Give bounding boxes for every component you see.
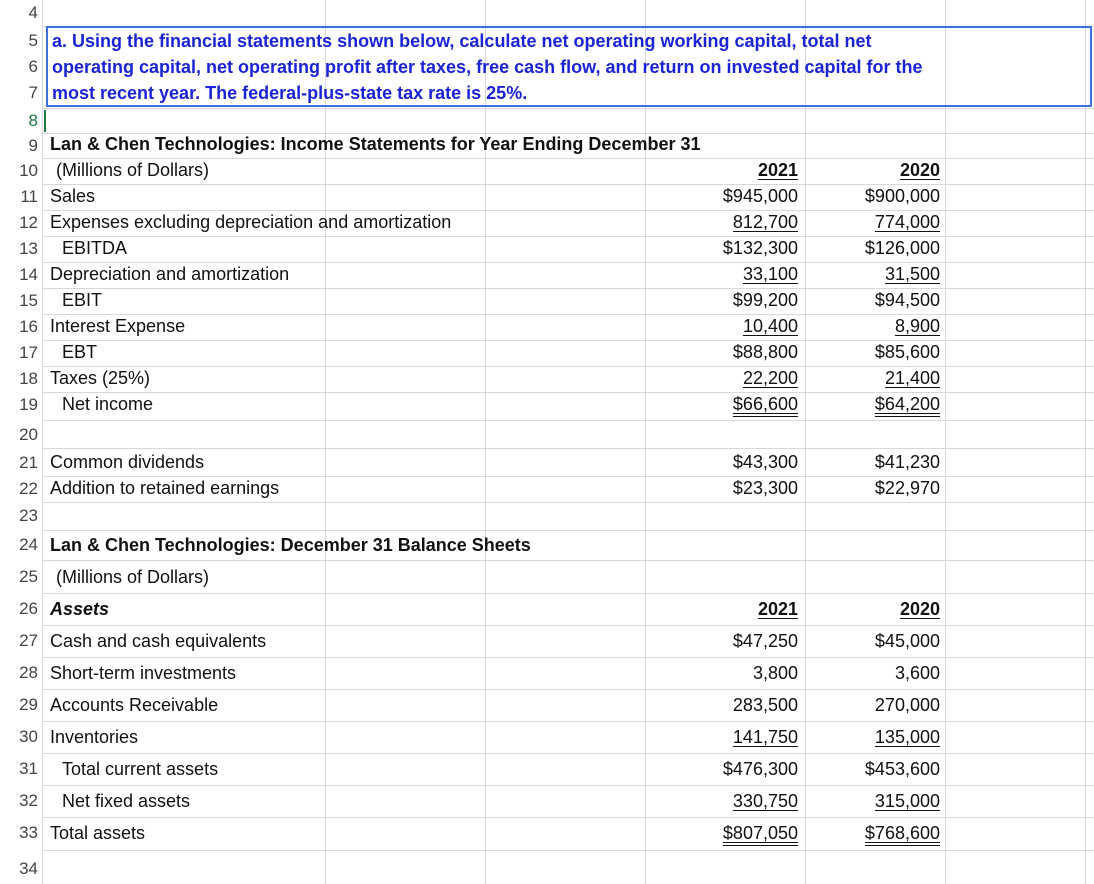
row-label[interactable]: Depreciation and amortization: [50, 264, 290, 284]
row-label[interactable]: Common dividends: [50, 452, 205, 472]
year-header-2020[interactable]: 2020: [899, 160, 940, 180]
row-line: [42, 236, 1094, 237]
row-number[interactable]: 11: [20, 187, 38, 206]
row-number[interactable]: 16: [19, 317, 38, 336]
value-2021[interactable]: 141,750: [732, 727, 798, 747]
row-number[interactable]: 17: [19, 343, 38, 362]
value-2020[interactable]: $94,500: [874, 290, 940, 310]
row-number[interactable]: 24: [19, 535, 38, 554]
row-line: [42, 314, 1094, 315]
row-line: [42, 210, 1094, 211]
row-line: [42, 392, 1094, 393]
row-number[interactable]: 22: [19, 479, 38, 498]
value-2020[interactable]: 3,600: [894, 663, 940, 683]
value-2020[interactable]: $85,600: [874, 342, 940, 362]
cell-cursor: [44, 110, 46, 132]
row-number[interactable]: 18: [19, 369, 38, 388]
row-number[interactable]: 28: [19, 663, 38, 682]
value-2021[interactable]: $132,300: [722, 238, 798, 258]
row-number[interactable]: 26: [19, 599, 38, 618]
row-label[interactable]: Taxes (25%): [50, 368, 151, 388]
value-2021[interactable]: $47,250: [732, 631, 798, 651]
value-2020[interactable]: $768,600: [864, 823, 940, 843]
value-2020[interactable]: 21,400: [884, 368, 940, 388]
row-label[interactable]: Expenses excluding depreciation and amortization: [50, 212, 452, 232]
row-line: [42, 366, 1094, 367]
row-number[interactable]: 31: [19, 759, 38, 778]
value-2020[interactable]: $41,230: [874, 452, 940, 472]
value-2021[interactable]: $43,300: [732, 452, 798, 472]
row-number[interactable]: 20: [19, 425, 38, 444]
row-number[interactable]: 14: [19, 265, 38, 284]
row-label[interactable]: Inventories: [50, 727, 139, 747]
row-line: [42, 158, 1094, 159]
income-statement-title[interactable]: Lan & Chen Technologies: Income Statements for Year Ending December 31: [50, 134, 701, 154]
value-2021[interactable]: $807,050: [722, 823, 798, 843]
row-line: [42, 753, 1094, 754]
row-label[interactable]: Sales: [50, 186, 96, 206]
row-line: [42, 184, 1094, 185]
row-line: [42, 593, 1094, 594]
value-2021[interactable]: 812,700: [732, 212, 798, 232]
row-label[interactable]: Net fixed assets: [62, 791, 191, 811]
row-label[interactable]: EBITDA: [62, 238, 128, 258]
value-2020[interactable]: 774,000: [874, 212, 940, 232]
year-header-2021[interactable]: 2021: [757, 599, 798, 619]
row-line: [42, 625, 1094, 626]
value-2020[interactable]: $453,600: [864, 759, 940, 779]
value-2020[interactable]: $64,200: [874, 394, 940, 414]
row-number-gutter: [0, 0, 42, 884]
row-label[interactable]: Short-term investments: [50, 663, 237, 683]
row-label[interactable]: Net income: [62, 394, 154, 414]
row-number[interactable]: 34: [19, 859, 38, 878]
value-2021[interactable]: 22,200: [742, 368, 798, 388]
value-2020[interactable]: 8,900: [894, 316, 940, 336]
value-2021[interactable]: $476,300: [722, 759, 798, 779]
value-2020[interactable]: 135,000: [874, 727, 940, 747]
row-line: [42, 530, 1094, 531]
value-2021[interactable]: 33,100: [742, 264, 798, 284]
row-label[interactable]: Addition to retained earnings: [50, 478, 280, 498]
row-number[interactable]: 10: [19, 161, 38, 180]
row-label[interactable]: Total assets: [50, 823, 146, 843]
row-line: [42, 721, 1094, 722]
row-number[interactable]: 23: [19, 506, 38, 525]
value-2020[interactable]: $900,000: [864, 186, 940, 206]
row-number[interactable]: 12: [19, 213, 38, 232]
question-line: most recent year. The federal-plus-state tax rate is 25%.: [52, 83, 528, 103]
row-number[interactable]: 30: [19, 727, 38, 746]
row-label[interactable]: EBT: [62, 342, 98, 362]
row-number[interactable]: 15: [19, 291, 38, 310]
row-number[interactable]: 7: [28, 83, 38, 102]
row-number[interactable]: 19: [19, 395, 38, 414]
row-number[interactable]: 33: [19, 823, 38, 842]
year-header-2020[interactable]: 2020: [899, 599, 940, 619]
row-number[interactable]: 6: [28, 57, 38, 76]
value-2020[interactable]: $45,000: [874, 631, 940, 651]
row-number[interactable]: 27: [19, 631, 38, 650]
units-label[interactable]: (Millions of Dollars): [56, 160, 210, 180]
row-number[interactable]: 5: [28, 31, 38, 50]
row-number[interactable]: 21: [19, 453, 38, 472]
row-line: [42, 785, 1094, 786]
row-line: [42, 448, 1094, 449]
row-line: [42, 657, 1094, 658]
row-number[interactable]: 13: [19, 239, 38, 258]
row-line: [42, 340, 1094, 341]
row-line: [42, 420, 1094, 421]
value-2020[interactable]: 270,000: [874, 695, 940, 715]
value-2021[interactable]: 283,500: [732, 695, 798, 715]
row-label[interactable]: Interest Expense: [50, 316, 186, 336]
row-number[interactable]: 32: [19, 791, 38, 810]
row-line: [42, 502, 1094, 503]
row-line: [42, 850, 1094, 851]
row-line: [42, 262, 1094, 263]
value-2021[interactable]: 10,400: [742, 316, 798, 336]
value-2020[interactable]: 31,500: [884, 264, 940, 284]
year-header-2021[interactable]: 2021: [757, 160, 798, 180]
row-number[interactable]: 29: [19, 695, 38, 714]
row-line: [42, 476, 1094, 477]
value-2021[interactable]: $88,800: [732, 342, 798, 362]
row-number[interactable]: 8: [28, 111, 38, 130]
row-line: [42, 288, 1094, 289]
row-line: [42, 108, 1094, 109]
row-label[interactable]: Cash and cash equivalents: [50, 631, 267, 651]
row-label[interactable]: Total current assets: [62, 759, 219, 779]
row-number[interactable]: 9: [28, 136, 38, 155]
value-2021[interactable]: 330,750: [732, 791, 798, 811]
value-2021[interactable]: $945,000: [722, 186, 798, 206]
value-2021[interactable]: $99,200: [732, 290, 798, 310]
value-2021[interactable]: $23,300: [732, 478, 798, 498]
question-line: operating capital, net operating profit after taxes, free cash flow, and return on invested capital for the: [52, 57, 923, 77]
value-2020[interactable]: $126,000: [864, 238, 940, 258]
question-line: a. Using the financial statements shown below, calculate net operating working capital, total net: [52, 31, 872, 51]
balance-sheet-title[interactable]: Lan & Chen Technologies: December 31 Balance Sheets: [50, 535, 531, 555]
row-number[interactable]: 25: [19, 567, 38, 586]
row-number[interactable]: 4: [28, 3, 38, 22]
units-label[interactable]: (Millions of Dollars): [56, 567, 210, 587]
assets-label[interactable]: Assets: [50, 599, 110, 619]
value-2021[interactable]: $66,600: [732, 394, 798, 414]
value-2021[interactable]: 3,800: [752, 663, 798, 683]
row-line: [42, 817, 1094, 818]
value-2020[interactable]: 315,000: [874, 791, 940, 811]
row-line: [42, 560, 1094, 561]
row-label[interactable]: Accounts Receivable: [50, 695, 219, 715]
value-2020[interactable]: $22,970: [874, 478, 940, 498]
row-line: [42, 689, 1094, 690]
row-label[interactable]: EBIT: [62, 290, 103, 310]
